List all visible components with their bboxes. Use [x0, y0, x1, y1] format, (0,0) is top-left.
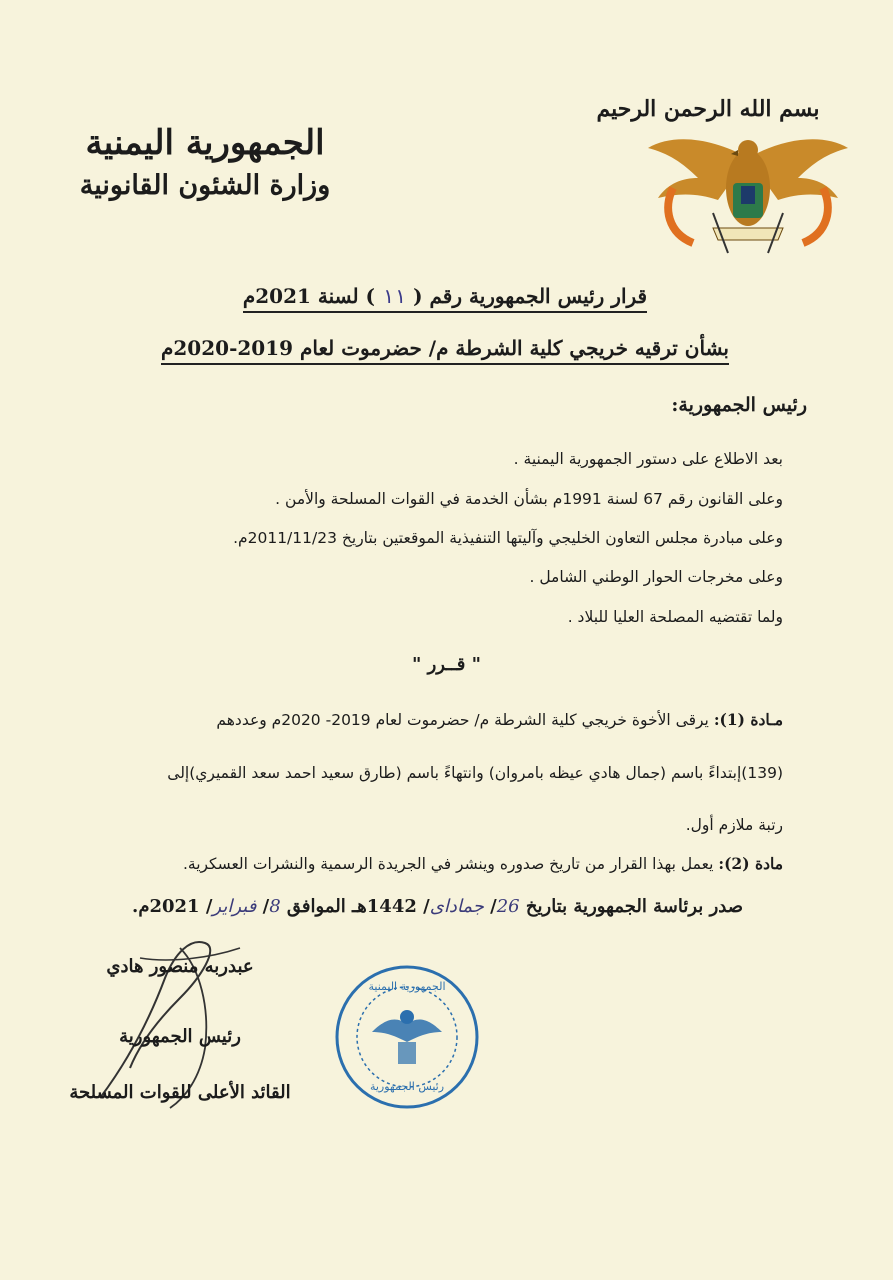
signatory-role: رئيس الجمهورية — [119, 1026, 241, 1047]
preamble-line: ولما تقتضيه المصلحة العليا للبلاد . — [567, 608, 783, 626]
yemen-emblem-icon — [643, 128, 853, 258]
issue-middle: الموافق — [286, 896, 346, 917]
basmala: بسم الله الرحمن الرحيم — [596, 96, 820, 122]
hijri-day: 26 — [496, 896, 520, 917]
article-1-line-2: (139)إبتداءً باسم (جمال هادي عيظه بامروان) وانتهاءً باسم (طارق سعيد احمد سعد القميري)إلى — [167, 764, 783, 782]
official-stamp — [332, 962, 482, 1112]
article-2-text: يعمل بهذا القرار من تاريخ صدوره وينشر في الجريدة الرسمية والنشرات العسكرية. — [182, 855, 714, 873]
article-1 — [216, 710, 783, 729]
hijri-year: 1442هـ — [352, 896, 417, 917]
greg-year: 2021م. — [132, 896, 200, 917]
issue-prefix: صدر برئاسة الجمهورية بتاريخ — [525, 896, 743, 917]
article-1-line-3: رتبة ملازم أول. — [685, 816, 783, 834]
title-prefix: قرار رئيس الجمهورية رقم ( — [413, 284, 648, 308]
article-1-text: يرقى الأخوة خريجي كلية الشرطة م/ حضرموت لعام 2019- 2020م وعددهم — [216, 711, 709, 729]
hijri-month: جماداى — [429, 896, 484, 917]
article-1-label: مـادة (1): — [713, 710, 783, 729]
decree-subject-text: بشأن ترقيه خريجي كلية الشرطة م/ حضرموت لعام 2019-2020م — [161, 336, 729, 365]
country-name: الجمهورية اليمنية — [85, 123, 325, 163]
decree-number: ١١ — [382, 284, 407, 308]
signatory-name: عبدربه منصور هادي — [106, 956, 254, 977]
preamble-line: وعلى القانون رقم 67 لسنة 1991م بشأن الخدمة في القوات المسلحة والأمن . — [275, 490, 783, 508]
title-suffix: ) لسنة 2021م — [242, 284, 376, 308]
article-2 — [183, 854, 783, 873]
ministry-name: وزارة الشئون القانونية — [79, 170, 331, 201]
preamble-line: وعلى مخرجات الحوار الوطني الشامل . — [529, 568, 783, 586]
decree-title — [120, 284, 770, 308]
greg-day: 8 — [269, 896, 281, 917]
issue-date: صدر برئاسة الجمهورية بتاريخ 26/ جماداى/ 1442هـ الموافق 8/ فبراير/ 2021م. — [132, 896, 743, 917]
stamp-top-text: الجمهورية اليمنية — [368, 980, 446, 993]
signatory-role-2: القائد الأعلى للقوات المسلحة — [69, 1082, 291, 1103]
letterhead — [70, 120, 340, 206]
decided-heading: " قــرر " — [411, 654, 482, 675]
preamble-line: بعد الاطلاع على دستور الجمهورية اليمنية . — [513, 450, 783, 468]
preamble-line: وعلى مبادرة مجلس التعاون الخليجي وآليتها التنفيذية الموقعتين بتاريخ 2011/11/23م. — [233, 529, 783, 547]
article-2-label: مادة (2): — [718, 854, 783, 873]
stamp-bottom-text: رئيس الجمهورية — [369, 1080, 445, 1093]
greg-month: فبراير — [212, 896, 257, 917]
decree-subject — [120, 336, 770, 360]
addressee: رئيس الجمهورية: — [671, 394, 807, 416]
